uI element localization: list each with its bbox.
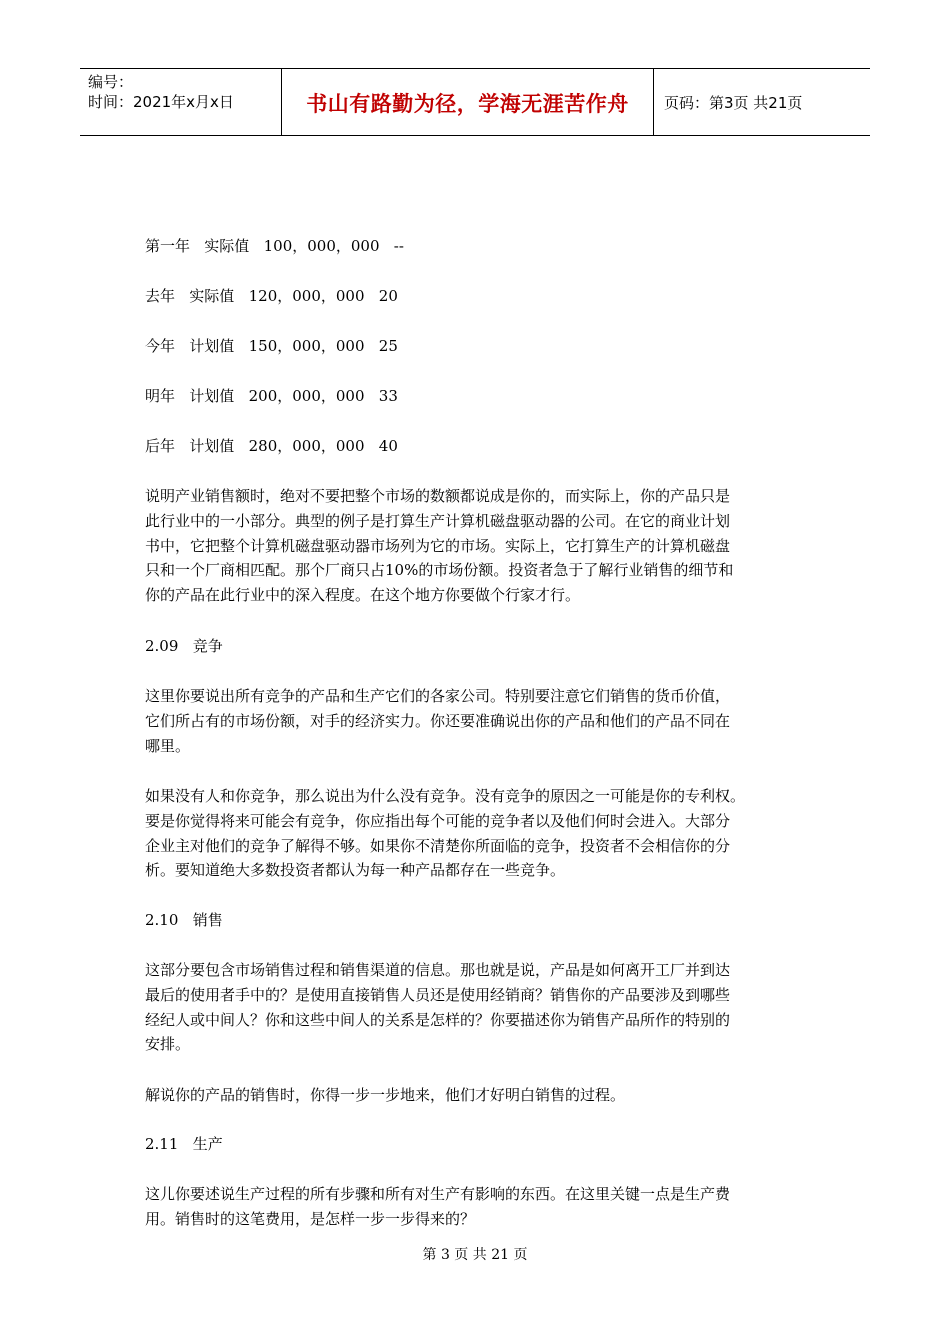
page-footer	[0, 1246, 950, 1264]
page-header	[80, 68, 870, 136]
body-paragraph	[145, 1182, 813, 1232]
paragraph-line: 经纪人或中间人？你和这些中间人的关系是怎样的？你要描述你为销售产品所作的特别的	[145, 1010, 731, 1029]
paragraph-line: 书中，它把整个计算机磁盘驱动器市场列为它的市场。实际上，它打算生产的计算机磁盘	[145, 536, 731, 555]
body-paragraph	[145, 958, 813, 1057]
sales-table-row: 今年 计划值 150，000，000 25	[145, 337, 398, 355]
paragraph-line: 要是你觉得将来可能会有竞争，你应指出每个可能的竞争者以及他们何时会进入。大部分	[145, 811, 731, 830]
document-number-label: 编号：	[88, 73, 134, 91]
paragraph-line: 解说你的产品的销售时，你得一步一步地来，他们才好明白销售的过程。	[145, 1086, 626, 1104]
body-paragraph	[145, 484, 813, 608]
sales-table-row: 明年 计划值 200，000，000 33	[145, 387, 398, 405]
paragraph-line: 哪里。	[145, 736, 191, 755]
header-meta-cell	[80, 69, 282, 135]
section-heading: 2.10 销售	[145, 911, 223, 929]
body-paragraph	[145, 1083, 813, 1108]
section-heading: 2.09 竞争	[145, 637, 223, 655]
header-motto: 书山有路勤为径，学海无涯苦作舟	[306, 92, 629, 116]
paragraph-line: 析。要知道绝大多数投资者都认为每一种产品都存在一些竞争。	[145, 861, 566, 880]
paragraph-line: 它们所占有的市场份额，对手的经济实力。你还要准确说出你的产品和他们的产品不同在	[145, 711, 731, 730]
sales-table-row: 后年 计划值 280，000，000 40	[145, 437, 398, 455]
header-page-info: 页码：第3页 共21页	[664, 93, 803, 112]
paragraph-line: 此行业中的一小部分。典型的例子是打算生产计算机磁盘驱动器的公司。在它的商业计划	[145, 511, 731, 530]
paragraph-line: 用。销售时的这笔费用，是怎样一步一步得来的？	[145, 1209, 476, 1228]
body-paragraph	[145, 784, 813, 883]
header-page-cell	[654, 69, 870, 135]
paragraph-line: 你的产品在此行业中的深入程度。在这个地方你要做个行家才行。	[145, 586, 581, 605]
body-paragraph	[145, 684, 813, 758]
paragraph-line: 安排。	[145, 1035, 191, 1054]
paragraph-line: 这里你要说出所有竞争的产品和生产它们的各家公司。特别要注意它们销售的货币价值，	[145, 687, 731, 705]
paragraph-line: 这儿你要述说生产过程的所有步骤和所有对生产有影响的东西。在这里关键一点是生产费	[145, 1185, 731, 1203]
footer-page-number: 第 3 页 共 21 页	[422, 1247, 528, 1263]
paragraph-line: 说明产业销售额时，绝对不要把整个市场的数额都说成是你的，而实际上，你的产品只是	[145, 487, 731, 505]
sales-table-row: 第一年 实际值 100，000，000 --	[145, 237, 404, 255]
paragraph-line: 如果没有人和你竞争，那么说出为什么没有竞争。没有竞争的原因之一可能是你的专利权。	[145, 787, 746, 805]
paragraph-line: 企业主对他们的竞争了解得不够。如果你不清楚你所面临的竞争，投资者不会相信你的分	[145, 836, 731, 855]
section-heading: 2.11 生产	[145, 1135, 223, 1153]
paragraph-line: 这部分要包含市场销售过程和销售渠道的信息。那也就是说，产品是如何离开工厂并到达	[145, 961, 731, 979]
document-time-label: 时间：2021年x月x日	[88, 93, 234, 111]
header-motto-cell	[282, 69, 654, 135]
sales-table-row: 去年 实际值 120，000，000 20	[145, 287, 398, 305]
paragraph-line: 只和一个厂商相匹配。那个厂商只占10%的市场份额。投资者急于了解行业销售的细节和	[145, 561, 734, 580]
paragraph-line: 最后的使用者手中的？是使用直接销售人员还是使用经销商？销售你的产品要涉及到哪些	[145, 985, 731, 1004]
